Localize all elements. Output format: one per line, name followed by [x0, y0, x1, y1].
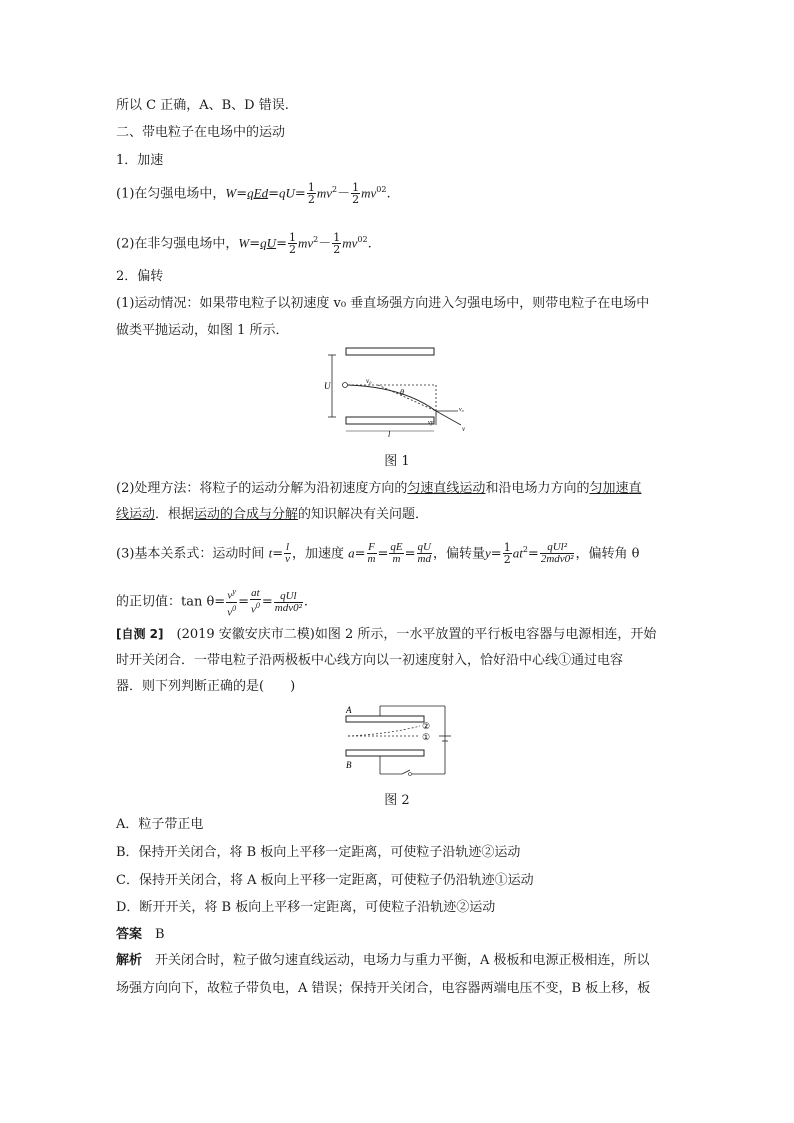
deflect-heading: 2．偏转: [116, 269, 164, 284]
figure-1-caption: 图 1: [384, 454, 410, 469]
section-title: 二、带电粒子在电场中的运动: [116, 125, 286, 140]
analysis-label: 解析: [116, 953, 143, 968]
fig2-label-A: A: [346, 705, 352, 715]
fig1-label-v0b: v₀: [459, 407, 464, 413]
accel-heading: 1．加速: [116, 153, 164, 168]
accel-formula-2: (2)在非匀强电场中，W=qU= $\frac{1}{2}$ $mv^2-$ $\frac{1}{2}$ $mv^{02}$.: [116, 231, 372, 257]
fig1-label-v0: v₀: [366, 377, 372, 385]
answer-line: [116, 925, 165, 945]
question-line-2: 时开关闭合．一带电粒子沿两极板中心线方向以一初速度射入，恰好沿中心线①通过电容: [116, 653, 624, 668]
conclusion-line: 所以 C 正确，A、B、D 错误.: [116, 98, 289, 113]
deflect-1b: 做类平抛运动，如图 1 所示．: [116, 323, 289, 338]
option-b: B．保持开关闭合，将 B 板向上平移一定距离，可使粒子沿轨迹②运动: [116, 845, 521, 860]
figure-2-diagram: [340, 700, 452, 780]
option-a: A．粒子带正电: [116, 817, 204, 832]
fig1-label-theta: θ: [400, 388, 404, 397]
fig1-label-v: v: [462, 425, 466, 433]
accel-1-prefix: (1)在匀强电场中，: [116, 186, 226, 202]
fig2-label-2: ②: [422, 721, 431, 731]
fig2-label-B: B: [346, 760, 352, 770]
question-tag: [自测 2]: [116, 627, 164, 641]
figure-2-caption: 图 2: [384, 793, 410, 808]
relations-line-b: 的正切值：tan θ= $\frac{v^y}{v^0}$ = $\frac{at}{v^0}$ = $\frac{\text{qUl}}{\text{mdv0²}}$ .: [116, 587, 309, 619]
fig1-label-U: U: [324, 381, 331, 391]
accel-formula-1: (1)在匀强电场中，W=qEd=qU= $\frac{1}{2}$ $mv^2-$ $\frac{1}{2}$ $mv^{02}$.: [116, 181, 391, 207]
analysis-line-1: 解析 开关闭合时，粒子做匀速直线运动，电场力与重力平衡，A 极板和电源正极相连，所以: [116, 953, 650, 968]
answer-value: B: [155, 927, 165, 942]
figure-1-diagram: [318, 345, 478, 440]
analysis-line-2: 场强方向向下，故粒子带负电，A 错误；保持开关闭合，电容器两端电压不变，B 板上移，板: [116, 981, 651, 996]
deflect-1a: (1)运动情况：如果带电粒子以初速度 v₀ 垂直场强方向进入匀强电场中，则带电粒子在电场中: [116, 296, 650, 311]
answer-label: 答案: [116, 927, 143, 942]
fig1-label-vy: vy: [428, 420, 434, 426]
question-line-1: [自测 2] (2019 安徽安庆市二模)如图 2 所示，一水平放置的平行板电容器与电源相连，开始: [116, 627, 657, 642]
method-line-a: (2)处理方法：将粒子的运动分解为沿初速度方向的匀速直线运动和沿电场力方向的匀加速直: [116, 481, 642, 496]
option-d: D．断开开关，将 B 板向上平移一定距离，可使粒子沿轨迹②运动: [116, 900, 496, 915]
fig1-label-l: l: [388, 430, 391, 439]
relations-line-a: (3)基本关系式：运动时间 t= $\frac{l}{v}$ ，加速度 a= $\frac{F}{m}$ = $\frac{qE}{m}$ = $\frac{qU}{md}$ ，偏转量y= $\frac{1}{2}$ $at^2=$ $\frac{\text{qUl²}}{\text{2mdv0²}}$ ，偏转角 θ: [116, 541, 640, 567]
option-c: C．保持开关闭合，将 A 板向上平移一定距离，可使粒子仍沿轨迹①运动: [116, 873, 534, 888]
question-line-3: 器．则下列判断正确的是( ): [116, 679, 296, 694]
method-line-b: 线运动．根据运动的合成与分解的知识解决有关问题．: [116, 507, 429, 522]
accel-2-prefix: (2)在非匀强电场中，: [116, 236, 239, 252]
fig2-label-1: ①: [422, 732, 431, 742]
